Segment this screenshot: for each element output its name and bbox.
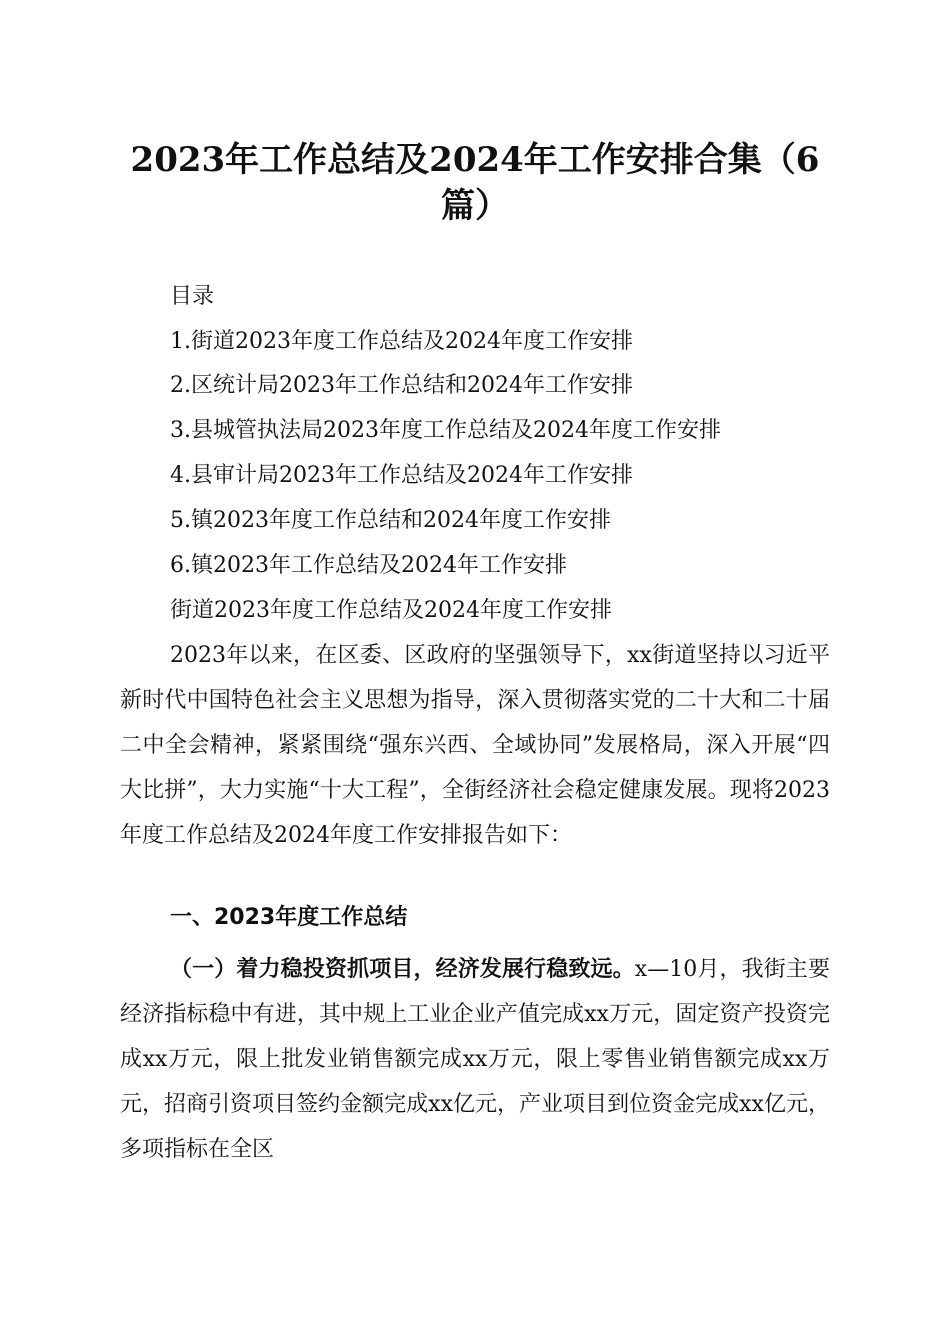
title-line-2: 篇）: [441, 186, 509, 226]
section-title: 街道2023年度工作总结及2024年度工作安排: [170, 598, 612, 623]
document-title: [120, 137, 830, 229]
toc-item: 2.区统计局2023年工作总结和2024年工作安排: [170, 373, 633, 398]
toc-item: 3.县城管执法局2023年度工作总结及2024年度工作安排: [170, 418, 721, 443]
body-paragraph-text: x—10月，我街主要经济指标稳中有进，其中规上工业企业产值完成xx万元，固定资产投资完成xx万元，限上批发业销售额完成xx万元，限上零售业销售额完成xx万元，招商引资项目签约金额完成xx亿元，产业项目到位资金完成xx亿元，多项指标在全区: [120, 957, 830, 1162]
toc-label: 目录: [170, 284, 215, 309]
toc-item: 6.镇2023年工作总结及2024年工作安排: [170, 553, 567, 578]
title-line-1: 2023年工作总结及2024年工作安排合集（6: [130, 140, 820, 180]
intro-paragraph: 2023年以来，在区委、区政府的坚强领导下，xx街道坚持以习近平新时代中国特色社会主义思想为指导，深入贯彻落实党的二十大和二十届二中全会精神，紧紧围绕“强东兴西、全域协同”发展格局，深入开展“四大比拼”，大力实施“十大工程”，全街经济社会稳定健康发展。现将2023年度工作总结及2024年度工作安排报告如下：: [120, 643, 830, 848]
heading-level-2: （一）着力稳投资抓项目，经济发展行稳致远。: [170, 956, 635, 982]
heading-level-1: 一、2023年度工作总结: [170, 905, 408, 930]
toc-item: 1.街道2023年度工作总结及2024年度工作安排: [170, 329, 633, 354]
body-paragraph: [120, 947, 830, 1172]
toc-item: 5.镇2023年度工作总结和2024年度工作安排: [170, 508, 611, 533]
toc-item: 4.县审计局2023年工作总结及2024年工作安排: [170, 463, 633, 488]
